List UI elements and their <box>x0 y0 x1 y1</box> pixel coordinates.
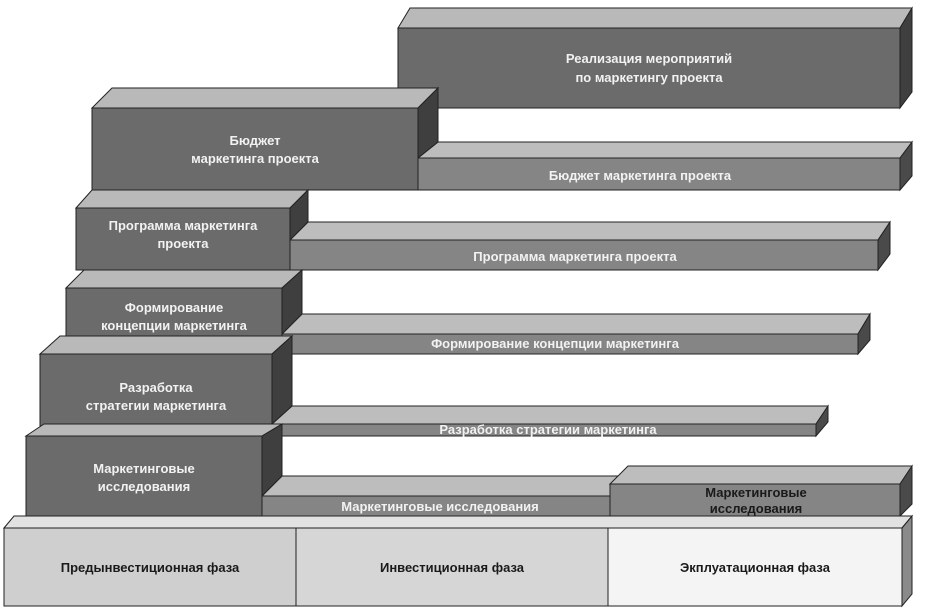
block-concept-line2: концепции маркетинга <box>101 318 247 333</box>
block-program <box>76 190 308 270</box>
block-budget <box>92 88 438 190</box>
block-realization-line1: Реализация мероприятий <box>565 51 733 66</box>
block-exploitation-top <box>610 466 912 484</box>
block-budget-front <box>92 108 418 190</box>
slab-budget-label: Бюджет маркетинга проекта <box>548 168 732 183</box>
block-budget-top <box>92 88 438 108</box>
phase-preinvestment-label: Предынвестиционная фаза <box>60 560 240 575</box>
block-strategy-line1: Разработка <box>119 380 193 395</box>
block-exploitation-research <box>610 466 912 516</box>
slab-research-label: Маркетинговые исследования <box>341 499 539 514</box>
block-research-top <box>26 424 282 436</box>
block-exploitation-line1: Маркетинговые <box>705 485 807 500</box>
block-realization <box>398 8 912 108</box>
phase-investment-label: Инвестиционная фаза <box>379 560 525 575</box>
block-research-line2: исследования <box>97 479 191 494</box>
phase-base-top <box>4 516 912 528</box>
slab-concept <box>282 314 870 354</box>
slab-strategy-label: Разработка стратегии маркетинга <box>439 422 657 437</box>
block-realization-line2: по маркетингу проекта <box>575 70 723 85</box>
slab-program <box>290 222 890 270</box>
slab-concept-top <box>282 314 870 334</box>
slab-program-top <box>290 222 890 240</box>
block-research-front <box>26 436 262 516</box>
slab-program-label: Программа маркетинга проекта <box>473 249 677 264</box>
slab-research <box>262 476 624 516</box>
block-program-line1: Программа маркетинга <box>108 218 258 233</box>
slab-research-top <box>262 476 624 496</box>
block-strategy <box>40 336 292 436</box>
block-concept-top <box>66 270 302 288</box>
block-exploitation-line2: исследования <box>709 501 803 516</box>
phase-base <box>4 516 912 606</box>
phase-exploitation-label: Экплуатационная фаза <box>680 560 830 575</box>
block-realization-top <box>398 8 912 28</box>
block-concept-line1: Формирование <box>124 300 224 315</box>
slab-concept-label: Формирование концепции маркетинга <box>431 336 679 351</box>
slab-strategy <box>272 406 828 437</box>
block-strategy-line2: стратегии маркетинга <box>85 398 227 413</box>
block-realization-front <box>398 28 900 108</box>
slab-budget <box>418 142 912 190</box>
block-program-top <box>76 190 308 208</box>
slab-budget-top <box>418 142 912 158</box>
block-budget-line2: маркетинга проекта <box>191 151 319 166</box>
block-research-line1: Маркетинговые <box>93 461 195 476</box>
phase-base-side <box>902 516 912 606</box>
block-strategy-top <box>40 336 292 354</box>
block-budget-line1: Бюджет <box>229 133 281 148</box>
block-program-line2: проекта <box>157 236 209 251</box>
block-research <box>26 424 282 516</box>
